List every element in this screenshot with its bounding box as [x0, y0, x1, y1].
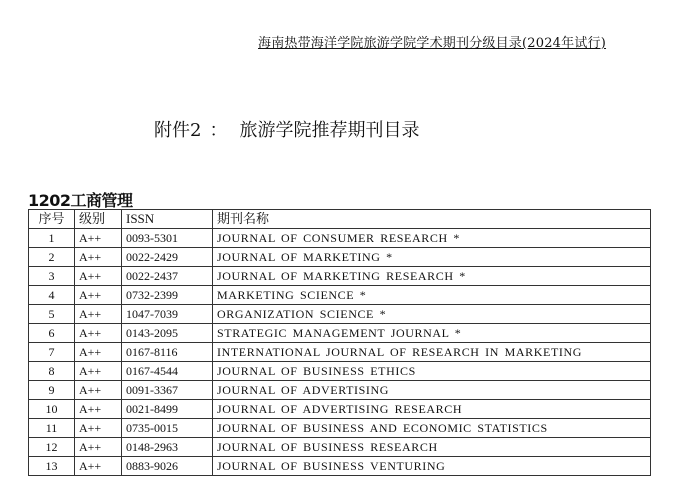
row-number: 8 [29, 362, 75, 381]
attachment-title [154, 116, 419, 142]
table-row [29, 457, 651, 476]
row-journal-name: STRATEGIC MANAGEMENT JOURNAL * [213, 324, 651, 343]
row-issn: 0883-9026 [122, 457, 213, 476]
table-header-row [29, 210, 651, 229]
attachment-separator: ： [209, 120, 228, 141]
row-journal-name: JOURNAL OF CONSUMER RESEARCH * [213, 229, 651, 248]
column-header-no: 序号 [29, 210, 75, 229]
row-issn: 0735-0015 [122, 419, 213, 438]
row-journal-name: JOURNAL OF BUSINESS ETHICS [213, 362, 651, 381]
row-grade: A++ [75, 324, 122, 343]
row-journal-name: ORGANIZATION SCIENCE * [213, 305, 651, 324]
document-header: 海南热带海洋学院旅游学院学术期刊分级目录(2024年试行) [258, 36, 607, 51]
attachment-heading: 旅游学院推荐期刊目录 [239, 120, 420, 141]
row-issn: 0167-4544 [122, 362, 213, 381]
journal-table-body [29, 229, 651, 476]
table-row [29, 419, 651, 438]
row-number: 4 [29, 286, 75, 305]
row-grade: A++ [75, 438, 122, 457]
row-number: 2 [29, 248, 75, 267]
column-header-name: 期刊名称 [213, 210, 651, 229]
row-grade: A++ [75, 419, 122, 438]
row-grade: A++ [75, 229, 122, 248]
column-header-issn: ISSN [122, 210, 213, 229]
row-grade: A++ [75, 343, 122, 362]
table-row [29, 267, 651, 286]
row-number: 10 [29, 400, 75, 419]
row-journal-name: MARKETING SCIENCE * [213, 286, 651, 305]
table-row [29, 343, 651, 362]
table-row [29, 229, 651, 248]
table-row [29, 324, 651, 343]
table-row [29, 400, 651, 419]
table-row [29, 362, 651, 381]
row-journal-name: INTERNATIONAL JOURNAL OF RESEARCH IN MARKETING [213, 343, 651, 362]
row-grade: A++ [75, 457, 122, 476]
row-number: 13 [29, 457, 75, 476]
row-grade: A++ [75, 305, 122, 324]
attachment-label: 附件2 [154, 120, 202, 141]
row-number: 6 [29, 324, 75, 343]
row-issn: 1047-7039 [122, 305, 213, 324]
table-row [29, 305, 651, 324]
row-journal-name: JOURNAL OF BUSINESS VENTURING [213, 457, 651, 476]
row-grade: A++ [75, 381, 122, 400]
row-grade: A++ [75, 400, 122, 419]
row-journal-name: JOURNAL OF ADVERTISING RESEARCH [213, 400, 651, 419]
section-title: 1202工商管理 [28, 191, 133, 210]
row-grade: A++ [75, 286, 122, 305]
row-journal-name: JOURNAL OF BUSINESS RESEARCH [213, 438, 651, 457]
table-row [29, 286, 651, 305]
row-issn: 0021-8499 [122, 400, 213, 419]
row-number: 7 [29, 343, 75, 362]
row-grade: A++ [75, 248, 122, 267]
row-number: 11 [29, 419, 75, 438]
row-journal-name: JOURNAL OF MARKETING RESEARCH * [213, 267, 651, 286]
row-issn: 0143-2095 [122, 324, 213, 343]
journal-table [28, 209, 651, 476]
row-number: 1 [29, 229, 75, 248]
row-issn: 0732-2399 [122, 286, 213, 305]
table-row [29, 248, 651, 267]
row-journal-name: JOURNAL OF ADVERTISING [213, 381, 651, 400]
row-number: 5 [29, 305, 75, 324]
row-issn: 0022-2429 [122, 248, 213, 267]
row-issn: 0022-2437 [122, 267, 213, 286]
row-journal-name: JOURNAL OF MARKETING * [213, 248, 651, 267]
column-header-grade: 级别 [75, 210, 122, 229]
row-grade: A++ [75, 362, 122, 381]
row-number: 3 [29, 267, 75, 286]
row-number: 12 [29, 438, 75, 457]
row-journal-name: JOURNAL OF BUSINESS AND ECONOMIC STATISTICS [213, 419, 651, 438]
row-issn: 0167-8116 [122, 343, 213, 362]
row-number: 9 [29, 381, 75, 400]
table-row [29, 438, 651, 457]
row-issn: 0091-3367 [122, 381, 213, 400]
table-row [29, 381, 651, 400]
row-issn: 0093-5301 [122, 229, 213, 248]
row-issn: 0148-2963 [122, 438, 213, 457]
row-grade: A++ [75, 267, 122, 286]
